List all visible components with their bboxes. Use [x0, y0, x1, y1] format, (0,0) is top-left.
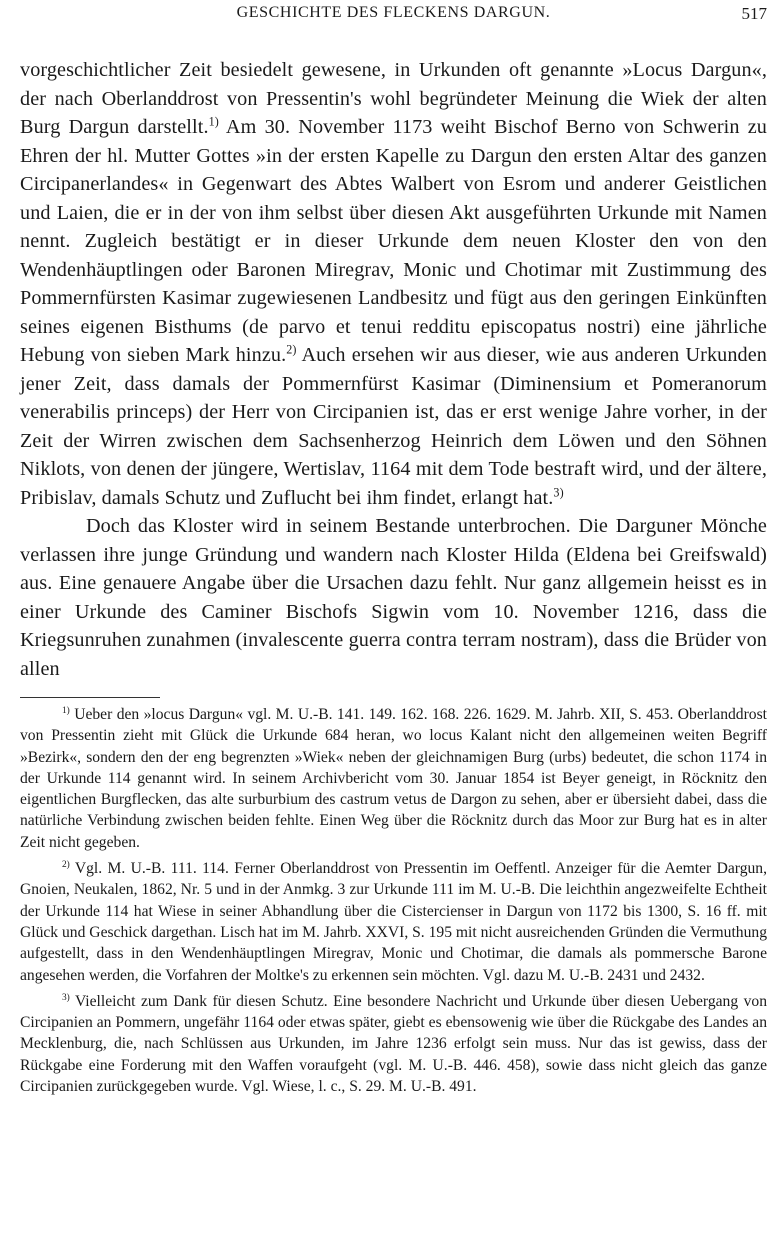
paragraph-2: Doch das Kloster wird in seinem Bestande unterbrochen. Die Darguner Mönche verlassen ihre junge Gründung und wandern nach Kloster Hilda (Eldena bei Greifswald) aus. Eine genauere Angabe über die Ursachen dazu fehlt. Nur ganz allgemein heisst es in einer Urkunde des Caminer Bischofs Sigwin vom 10. November 1216, dass die Kriegsunruhen zunahmen (invalescente guerra contra terram nostram), dass die Brüder von allen [20, 515, 767, 680]
page-number: 517 [741, 4, 767, 23]
footnote-separator [20, 697, 160, 698]
footnote-1-marker: 1) [62, 705, 70, 716]
footnote-1 [20, 704, 767, 853]
main-text [20, 56, 767, 683]
footnote-1-text: Ueber den »locus Dargun« vgl. M. U.-B. 141. 149. 162. 168. 226. 1629. M. Jahrb. XII, S. 453. Oberlanddrost von Pressentin zieht mit Glück die Urkunde 684 heran, wo locus Kalant nicht den allgemeinen weiten Begriff »Bezirk«, sondern den der eng begrenzten »Wiek« neben der gleichnamigen Burg (urbs) bedeutet, die schon 1174 in der Urkunde 114 genannt wird. In seinem Archivbericht vom 30. Januar 1854 ist Beyer geneigt, in Röcknitz den eigentlichen Burgflecken, das alte surburbium des castrum vetus de Dargon zu sehen, aber er übersieht dabei, dass die natürliche Verbindung zwischen beiden fehlte. Einen Weg über die Röcknitz durch das Moor zur Burg hat es in alter Zeit nicht gegeben. [20, 706, 767, 851]
footnote-ref-1: 1) [208, 114, 219, 129]
footnote-2-marker: 2) [62, 859, 70, 870]
page-header [20, 0, 767, 28]
paragraph-1-part-b: Am 30. November 1173 weiht Bischof Berno von Schwerin zu Ehren der hl. Mutter Gottes »in der ersten Kapelle zu Dargun den ersten Altar des ganzen Circipanerlandes« in Gegenwart des Abtes Walbert von Esrom und anderer Geistlichen und Laien, die er in der von ihm selbst über diesen Akt ausgeführten Urkunde mit Namen nennt. Zugleich bestätigt er in dieser Urkunde dem neuen Kloster den von den Wendenhäuptlingen oder Baronen Miregrav, Monic und Chotimar mit Zustimmung des Pommernfürsten Kasimar zugewiesenen Landbesitz und fügt aus den geringen Einkünften seines eigenen Bisthums (de parvo et tenui redditu episcopatus nostri) eine jährliche Hebung von sieben Mark hinzu. [20, 116, 767, 366]
footnote-2 [20, 858, 767, 986]
footnote-3 [20, 991, 767, 1097]
paragraph-1-part-a: vorgeschichtlicher Zeit besiedelt gewesene, in Urkunden oft genannte »Locus Dargun«, der nach Oberlanddrost von Pressentin's wohl begründeter Meinung die Wiek der alten Burg Dargun darstellt. [20, 59, 767, 138]
running-title: GESCHICHTE DES FLECKENS DARGUN. [236, 4, 551, 21]
footnote-3-text: Vielleicht zum Dank für diesen Schutz. Eine besondere Nachricht und Urkunde über diesen Uebergang von Circipanien an Pommern, ungefähr 1164 oder etwas später, giebt es ebensowenig wie über die Rückgabe des Landes an Mecklenburg, die, nach Schlüssen aus Urkunden, im Jahre 1236 erfolgt sein muss. Nur das ist gewiss, dass der Rückgabe eine Forderung mit den Waffen voraufgeht (vgl. M. U.-B. 446. 458), sowie dass nicht gleich das ganze Circipanien zurückgegeben wurde. Vgl. Wiese, l. c., S. 29. M. U.-B. 491. [20, 992, 767, 1096]
footnotes [20, 704, 767, 1097]
footnote-ref-2: 2) [286, 342, 297, 357]
footnote-2-text: Vgl. M. U.-B. 111. 114. Ferner Oberlanddrost von Pressentin im Oeffentl. Anzeiger für die Aemter Dargun, Gnoien, Neukalen, 1862, Nr. 5 und in der Anmkg. 3 zur Urkunde 111 im M. U.-B. Die leichthin angezweifelte Echtheit der Urkunde 114 hat Wiese in seiner Abhandlung über die Cistercienser in Dargun von 1172 bis 1300, S. 16 ff. mit Glück und Geschick dargethan. Lisch hat im M. Jahrb. XXVI, S. 195 mit nicht ausreichenden Gründen die Vermuthung aufgestellt, dass in den Wendenhäuptlingen Miregrav, Monic und Chotimar, die damals als pommersche Barone angesehen werden, die Vorfahren der Moltke's zu erkennen sein möchten. Vgl. dazu M. U.-B. 2431 und 2432. [20, 860, 767, 984]
paragraph-1-part-c: Auch ersehen wir aus dieser, wie aus anderen Urkunden jener Zeit, dass damals der Pommernfürst Kasimar (Diminensium et Pomeranorum venerabilis princeps) der Herr von Circipanien ist, das er erst wenige Jahre vorher, in der Zeit der Wirren zwischen dem Sachsenherzog Heinrich dem Löwen und den Söhnen Niklots, von denen der jüngere, Wertislav, 1164 mit dem Tode bestraft wird, und der ältere, Pribislav, damals Schutz und Zuflucht bei ihm findet, erlangt hat. [20, 344, 767, 509]
footnote-3-marker: 3) [62, 992, 70, 1003]
paragraph-1 [20, 56, 767, 512]
footnote-ref-3: 3) [553, 484, 564, 499]
